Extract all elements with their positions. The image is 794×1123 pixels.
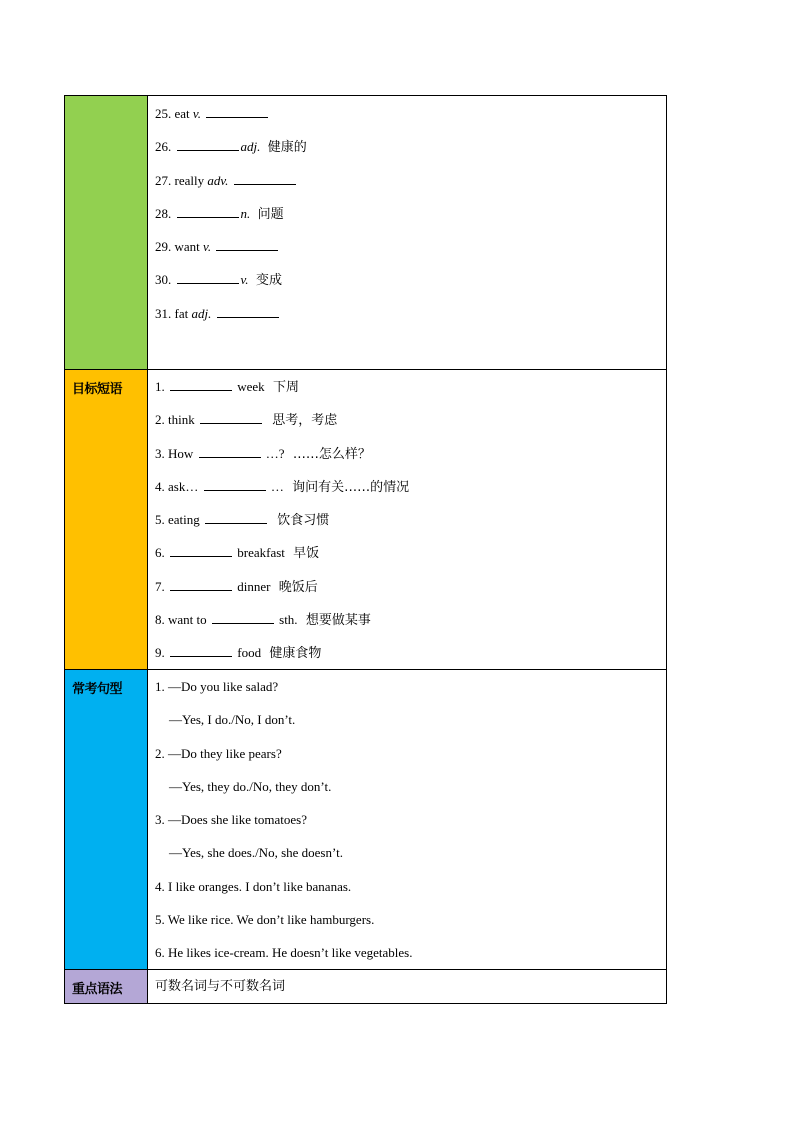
phrase-item xyxy=(155,403,666,436)
answer-blank xyxy=(170,578,232,591)
part-of-speech: adj. xyxy=(240,139,264,155)
phrase-item xyxy=(155,437,666,470)
answer-blank xyxy=(216,238,278,251)
vocab-list xyxy=(148,96,666,369)
chinese-meaning: 饮食习惯 xyxy=(269,513,330,529)
chinese-meaning: 变成 xyxy=(251,273,282,289)
chinese-meaning: 健康食物 xyxy=(261,646,322,662)
vocab-item xyxy=(155,164,666,197)
sentence-item: 3. —Does she like tomatoes? xyxy=(155,812,307,828)
chinese-meaning: 健康的 xyxy=(263,140,307,156)
chinese-meaning: 早饭 xyxy=(284,546,320,562)
answer-blank xyxy=(204,478,266,491)
phrase-item xyxy=(155,603,666,636)
phrase-prefix: 7. xyxy=(155,578,168,594)
vocab-item xyxy=(155,197,666,230)
sentence-item: 4. I like oranges. I don’t like bananas. xyxy=(155,878,352,894)
item-number: 28. xyxy=(155,205,175,221)
sentences-list xyxy=(148,670,666,969)
sentence-item: 6. He likes ice-cream. He doesn’t like vegetables. xyxy=(155,945,413,961)
part-of-speech: adj. xyxy=(191,305,215,321)
vocab-word: eat xyxy=(174,106,193,121)
part-of-speech: v. xyxy=(240,272,252,288)
vocab-item xyxy=(155,297,666,330)
phrase-prefix: 8. want to xyxy=(155,612,210,628)
phrase-item xyxy=(155,536,666,569)
vocab-item xyxy=(155,230,666,263)
item-number: 31. xyxy=(155,305,175,321)
item-number: 27. xyxy=(155,172,175,188)
answer-blank xyxy=(200,411,262,424)
vocab-section xyxy=(65,96,666,370)
answer-blank xyxy=(205,511,267,524)
part-of-speech: n. xyxy=(240,205,254,221)
grammar-text: 可数名词与不可数名词 xyxy=(155,979,286,994)
vocab-word: really xyxy=(174,172,208,188)
answer-blank xyxy=(170,378,232,391)
phrases-list xyxy=(148,370,666,669)
sentences-label: 常考句型 xyxy=(65,670,148,969)
vocab-label xyxy=(65,96,148,369)
part-of-speech: v. xyxy=(203,239,215,255)
phrase-prefix: 6. xyxy=(155,545,168,561)
sentence-item: —Yes, she does./No, she doesn’t. xyxy=(169,845,343,861)
phrase-suffix: sth. xyxy=(275,612,298,628)
phrase-item xyxy=(155,636,666,669)
chinese-meaning: ……怎么样？ xyxy=(284,446,371,462)
answer-blank xyxy=(177,138,239,151)
phrase-prefix: 9. xyxy=(155,645,168,661)
phrase-item xyxy=(155,370,666,403)
sentence-item: 2. —Do they like pears? xyxy=(155,745,282,761)
phrase-prefix: 4. ask… xyxy=(155,478,202,494)
grammar-label: 重点语法 xyxy=(65,970,148,1003)
answer-blank xyxy=(206,105,268,118)
phrase-prefix: 5. eating xyxy=(155,512,204,528)
vocab-item xyxy=(155,263,666,296)
phrase-suffix: …? xyxy=(262,445,285,461)
answer-blank xyxy=(170,544,232,557)
chinese-meaning: 询问有关……的情况 xyxy=(283,479,410,495)
sentence-item: —Yes, I do./No, I don’t. xyxy=(169,712,296,728)
phrase-prefix: 1. xyxy=(155,379,168,394)
phrase-prefix: 2. think xyxy=(155,412,198,428)
item-number: 30. xyxy=(155,272,175,288)
vocab-word: fat xyxy=(174,305,192,321)
grammar-content xyxy=(148,970,666,1003)
sentence-item: 1. —Do you like salad? xyxy=(155,679,279,694)
phrases-section xyxy=(65,370,666,670)
phrase-suffix: breakfast xyxy=(234,545,285,561)
answer-blank xyxy=(234,172,296,185)
answer-blank xyxy=(170,644,232,657)
grammar-section xyxy=(65,970,666,1003)
phrase-prefix: 3. How xyxy=(155,445,197,461)
item-number: 25. xyxy=(155,106,175,121)
answer-blank xyxy=(177,205,239,218)
vocab-item xyxy=(155,97,666,130)
vocab-word: want xyxy=(174,239,204,255)
phrase-suffix: dinner xyxy=(234,578,271,594)
answer-blank xyxy=(177,271,239,284)
answer-blank xyxy=(217,305,279,318)
chinese-meaning: 想要做某事 xyxy=(297,613,371,629)
item-number: 29. xyxy=(155,239,175,255)
phrase-item xyxy=(155,470,666,503)
phrase-suffix: … xyxy=(267,478,284,494)
item-number: 26. xyxy=(155,139,175,155)
vocab-item xyxy=(155,130,666,163)
chinese-meaning: 思考，考虑 xyxy=(263,413,338,429)
chinese-meaning: 晚饭后 xyxy=(270,579,318,595)
chinese-meaning: 下周 xyxy=(264,380,299,395)
study-table xyxy=(64,95,667,1004)
phrase-item xyxy=(155,503,666,536)
answer-blank xyxy=(199,445,261,458)
phrase-suffix: food xyxy=(234,645,262,661)
part-of-speech: v. xyxy=(192,106,205,121)
sentences-section xyxy=(65,670,666,970)
phrase-suffix: week xyxy=(234,379,265,394)
part-of-speech: adv. xyxy=(207,172,232,188)
chinese-meaning: 问题 xyxy=(253,206,284,222)
phrase-item xyxy=(155,570,666,603)
sentence-item: —Yes, they do./No, they don’t. xyxy=(169,778,332,794)
sentence-item: 5. We like rice. We don’t like hamburgers. xyxy=(155,912,375,928)
phrases-label: 目标短语 xyxy=(65,370,148,669)
answer-blank xyxy=(212,611,274,624)
